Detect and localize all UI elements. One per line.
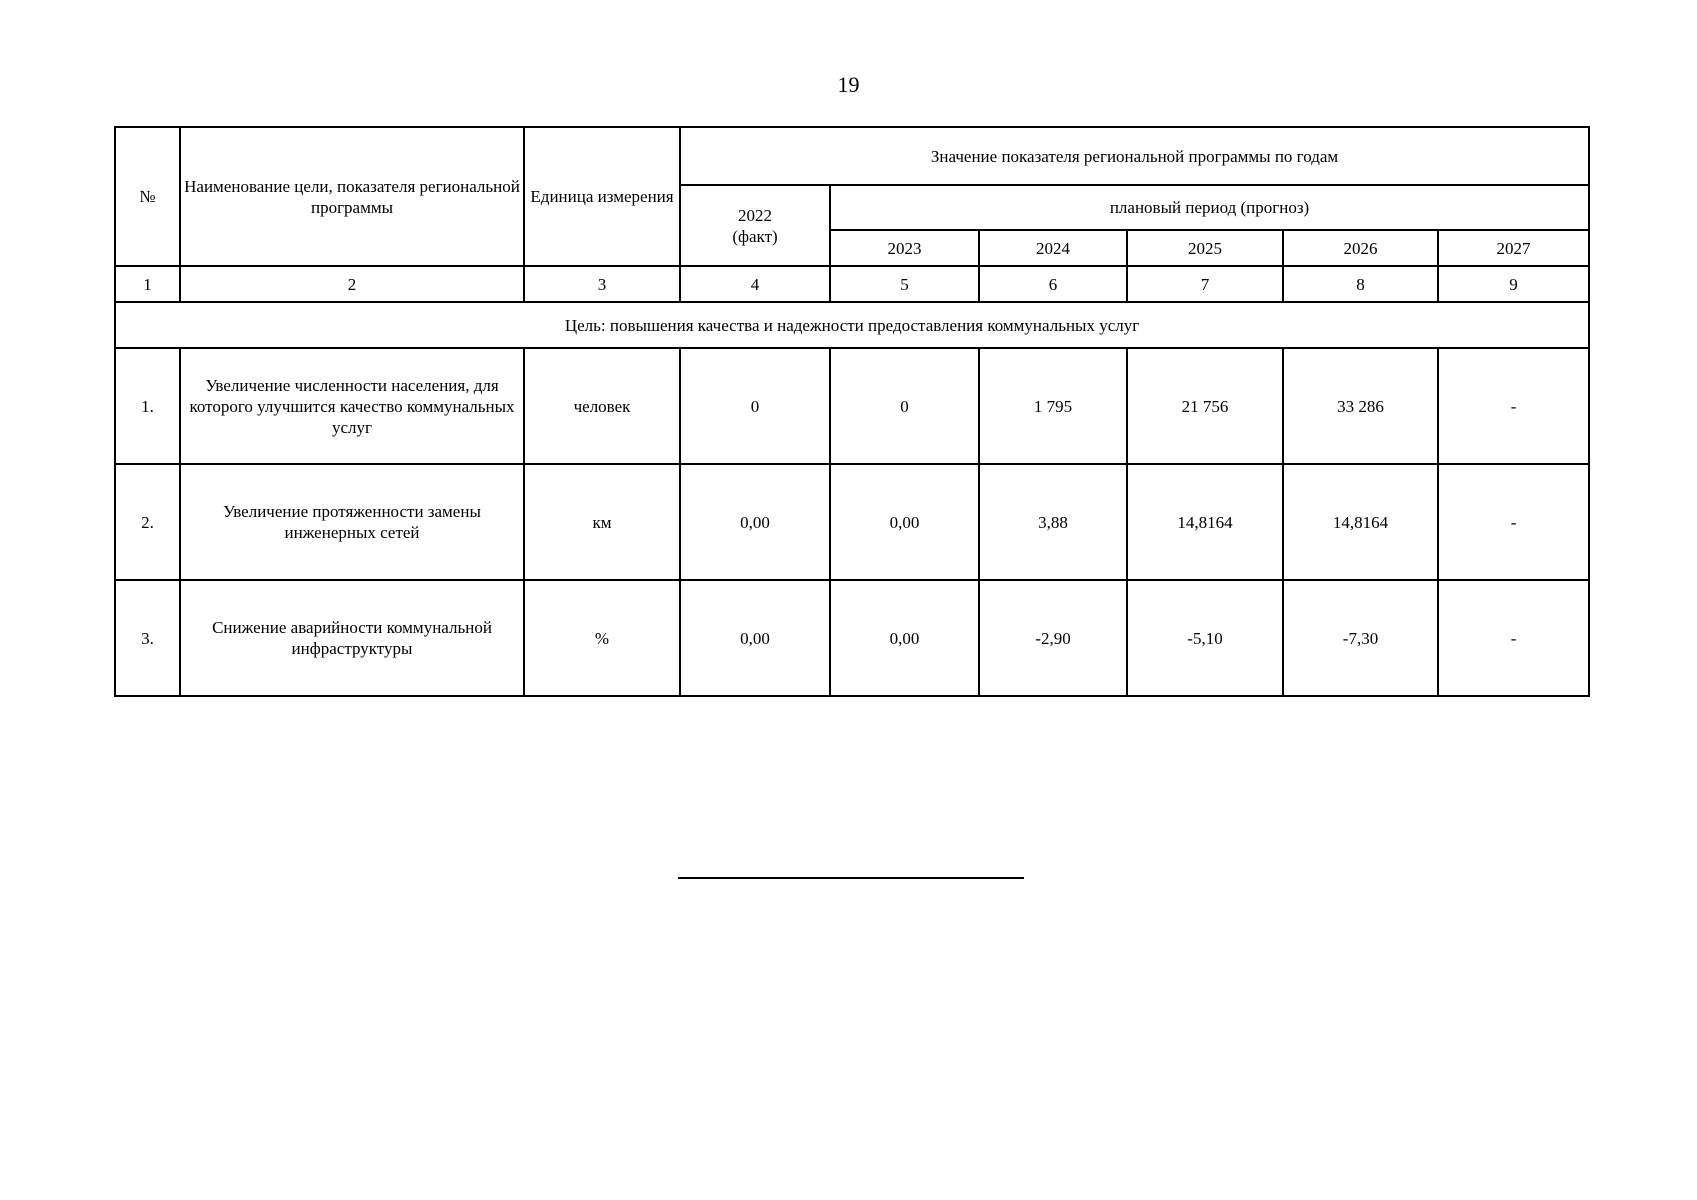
column-numbers-row [115,266,1589,302]
value-cell: 0 [680,348,830,464]
value-cell: 1 795 [979,348,1127,464]
indicator-name: Снижение аварийности коммунальной инфраструктуры [180,580,524,696]
column-number: 1 [115,266,180,302]
value-cell: 21 756 [1127,348,1283,464]
value-cell: -5,10 [1127,580,1283,696]
value-cell: 0 [830,348,979,464]
value-cell: 14,8164 [1283,464,1438,580]
value-cell: 3,88 [979,464,1127,580]
bottom-divider-line [678,877,1024,879]
header-fact-year-value: 2022 [738,205,772,225]
column-number: 2 [180,266,524,302]
value-cell: - [1438,580,1589,696]
column-number: 6 [979,266,1127,302]
row-number: 3. [115,580,180,696]
indicator-unit: км [524,464,680,580]
header-name: Наименование цели, показателя региональной программы [180,127,524,266]
value-cell: -7,30 [1283,580,1438,696]
header-year: 2023 [830,230,979,266]
value-cell: 14,8164 [1127,464,1283,580]
header-year: 2026 [1283,230,1438,266]
header-fact-note: (факт) [732,226,778,246]
column-number: 5 [830,266,979,302]
value-cell: - [1438,348,1589,464]
header-row-1 [115,127,1589,185]
column-number: 9 [1438,266,1589,302]
header-plan-period: плановый период (прогноз) [830,185,1589,230]
goal-text: Цель: повышения качества и надежности предоставления коммунальных услуг [115,302,1589,348]
header-unit: Единица измерения [524,127,680,266]
indicators-table [114,126,1590,697]
value-cell: 0,00 [680,464,830,580]
row-number: 2. [115,464,180,580]
column-number: 8 [1283,266,1438,302]
value-cell: -2,90 [979,580,1127,696]
indicator-name: Увеличение протяженности замены инженерных сетей [180,464,524,580]
indicator-name: Увеличение численности населения, для которого улучшится качество коммунальных услуг [180,348,524,464]
table-row [115,580,1589,696]
table-row [115,464,1589,580]
page-number: 19 [837,72,860,97]
indicator-unit: % [524,580,680,696]
value-cell: - [1438,464,1589,580]
value-cell: 33 286 [1283,348,1438,464]
header-year: 2025 [1127,230,1283,266]
header-no: № [115,127,180,266]
goal-row [115,302,1589,348]
value-cell: 0,00 [680,580,830,696]
row-number: 1. [115,348,180,464]
header-year: 2027 [1438,230,1589,266]
table-row [115,348,1589,464]
column-number: 4 [680,266,830,302]
header-values-by-year: Значение показателя региональной программы по годам [680,127,1589,185]
header-year: 2024 [979,230,1127,266]
column-number: 7 [1127,266,1283,302]
value-cell: 0,00 [830,580,979,696]
column-number: 3 [524,266,680,302]
header-fact-year [680,185,830,266]
indicator-unit: человек [524,348,680,464]
value-cell: 0,00 [830,464,979,580]
